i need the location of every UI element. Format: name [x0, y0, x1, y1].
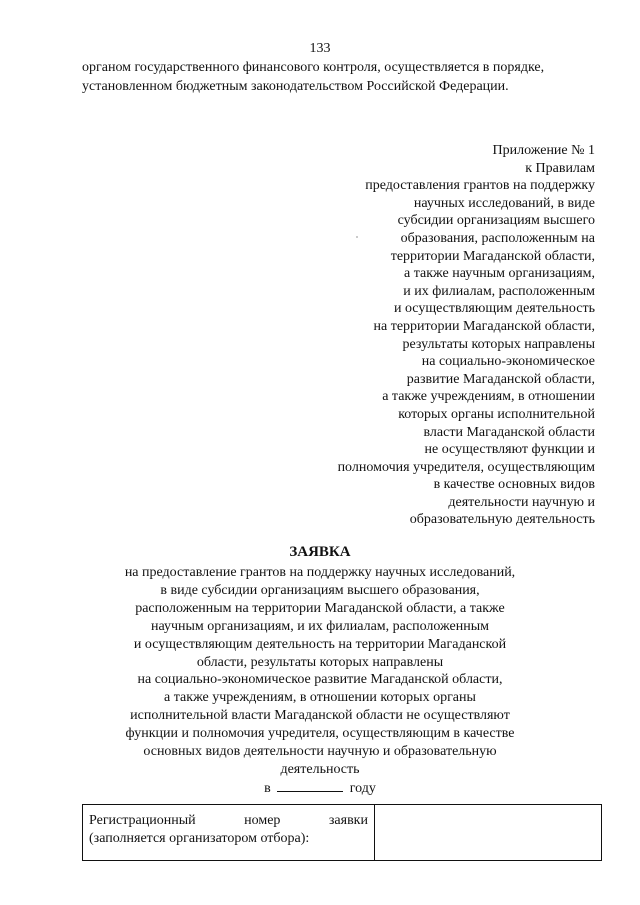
application-subtitle [0, 564, 640, 779]
appendix-line: предоставления грантов на поддержку [365, 178, 595, 194]
appendix-line: образования, расположенным на [400, 230, 595, 246]
application-line: функции и полномочия учредителя, осуществляющим в качестве [125, 726, 515, 742]
application-line: основных видов деятельности научную и образовательную [143, 744, 497, 760]
registration-label-word: заявки [328, 813, 368, 828]
registration-label-note: (заполняется организатором отбора): [89, 831, 310, 846]
appendix-line: результаты которых направлены [402, 336, 595, 352]
appendix-line: которых органы исполнительной [398, 406, 595, 422]
registration-label-line [89, 812, 368, 830]
appendix-line: власти Магаданской области [423, 424, 595, 440]
appendix-line: образовательную деятельность [409, 512, 595, 528]
application-line: на предоставление грантов на поддержку научных исследований, [124, 565, 516, 580]
year-line [0, 779, 640, 798]
appendix-line: территории Магаданской области, [390, 248, 595, 264]
year-blank-field[interactable] [277, 779, 343, 792]
registration-label-word: Регистрационный [89, 813, 196, 828]
application-title: ЗАЯВКА [289, 544, 351, 560]
application-line: в виде субсидии организациям высшего образования, [160, 582, 480, 598]
intro-line: органом государственного финансового контроля, осуществляется в порядке, [82, 60, 545, 75]
registration-table [82, 804, 602, 861]
appendix-line: в качестве основных видов [433, 477, 595, 493]
appendix-line: научных исследований, в виде [413, 195, 595, 211]
application-line: исполнительной власти Магаданской области не осуществляют [130, 708, 510, 724]
appendix-line: и их филиалам, расположенным [403, 283, 595, 299]
scan-speck [356, 236, 358, 238]
appendix-line: развитие Магаданской области, [406, 371, 595, 387]
appendix-line: на территории Магаданской области, [373, 318, 595, 334]
registration-number-field[interactable] [375, 805, 601, 860]
application-line: деятельность [280, 761, 360, 777]
year-prefix: в [264, 781, 271, 796]
page-number: 133 [309, 41, 331, 56]
application-line: на социально-экономическое развитие Магаданской области, [137, 672, 503, 688]
appendix-line: к Правилам [525, 160, 595, 176]
appendix-header [338, 142, 595, 529]
appendix-line: не осуществляют функции и [424, 442, 595, 458]
appendix-line: а также научным организациям, [404, 266, 595, 282]
application-line: и осуществляющим деятельность на территории Магаданской [133, 636, 507, 652]
appendix-line: субсидии организациям высшего [397, 213, 595, 229]
application-line: научным организациям, и их филиалам, расположенным [150, 618, 489, 634]
appendix-line: и осуществляющим деятельность [393, 301, 595, 317]
application-line: а также учреждениям, в отношении которых органы [164, 690, 476, 706]
appendix-line: полномочия учредителя, осуществляющим [337, 459, 595, 475]
intro-line: установленном бюджетным законодательством Российской Федерации. [82, 79, 509, 94]
appendix-line: на социально-экономическое [421, 354, 595, 370]
application-line: области, результаты которых направлены [196, 654, 444, 670]
appendix-line: а также учреждениям, в отношении [382, 389, 595, 405]
appendix-line: Приложение № 1 [492, 143, 595, 158]
application-line: расположенным на территории Магаданской области, а также [135, 600, 505, 616]
year-suffix: году [349, 781, 376, 796]
registration-label-word: номер [244, 813, 281, 828]
registration-label-cell [83, 805, 375, 860]
appendix-line: деятельности научную и [448, 494, 595, 510]
intro-paragraph [82, 58, 602, 96]
